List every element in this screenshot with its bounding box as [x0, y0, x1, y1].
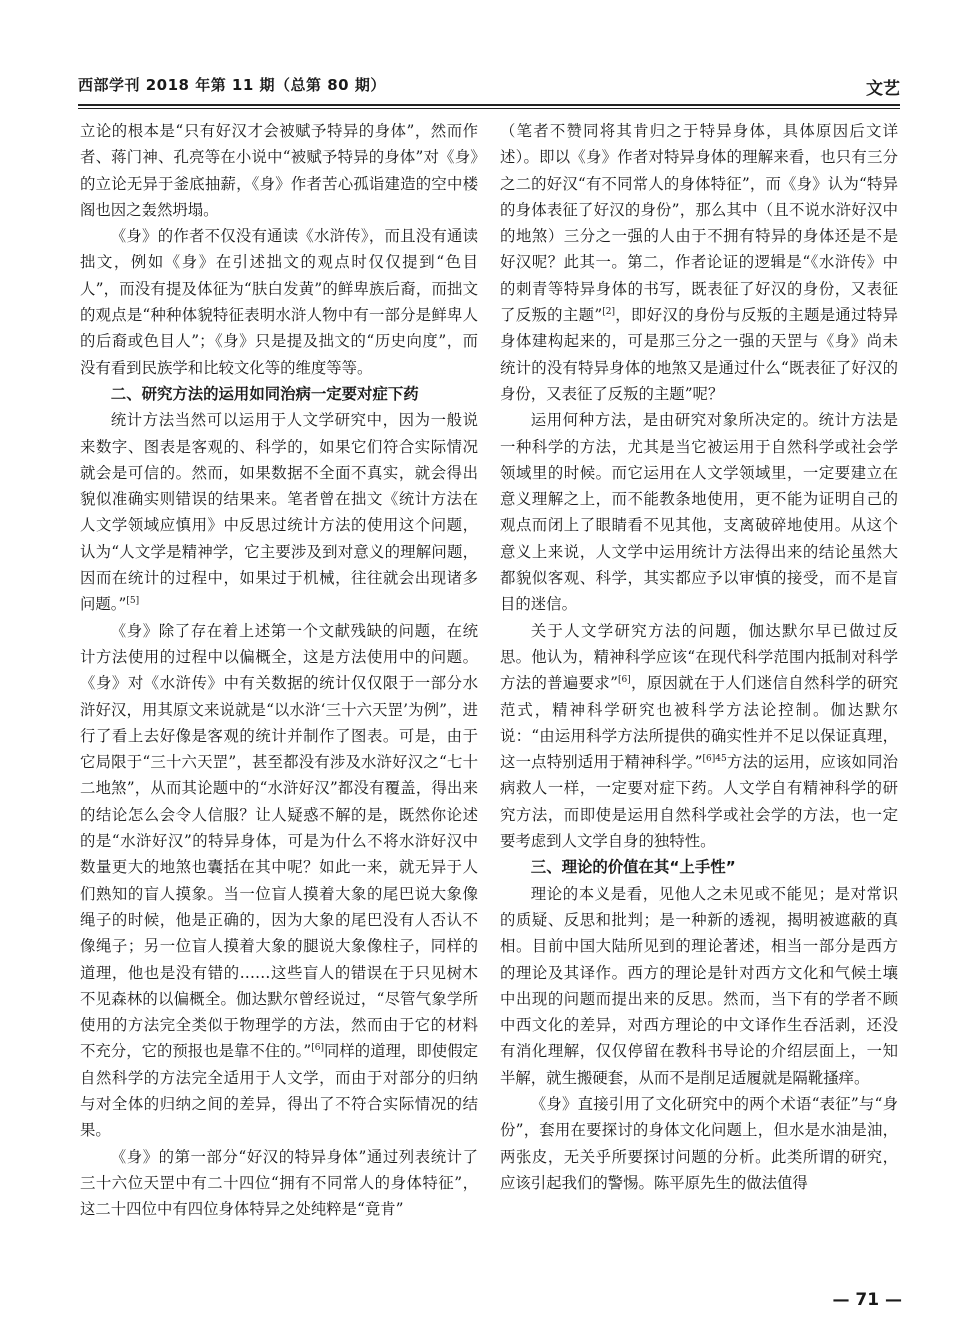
page-number: — 71 — — [832, 1290, 902, 1310]
citation-ref: [6] — [617, 675, 631, 686]
page-header — [78, 68, 900, 102]
paragraph-text: 同样的道理，即使假定自然科学的方法完全适用于人文学，而由于对部分的归纳与对全体的归纳之间的差异，得出了不符合实际情况的结果。 — [80, 1042, 478, 1140]
citation-ref: [6] — [311, 1043, 324, 1054]
section-label: 文艺 — [866, 79, 900, 99]
paragraph: 《身》直接引用了文化研究中的两个术语“表征”与“身份”，套用在要探讨的身体文化问题上，但水是水油是油，两张皮，无关乎所要探讨问题的分析。此类所谓的研究，应该引起我们的警惕。陈平原先生的做法值得 — [500, 1094, 898, 1192]
paragraph: 立论的根本是“只有好汉才会被赋予特异的身体”，然而作者、蒋门神、孔亮等在小说中“被赋予特异的身体”对《身》的立论无异于釜底抽薪，《身》作者苦心孤诣建造的空中楼阁也因之轰然坍塌。 — [80, 122, 478, 219]
left-column — [80, 118, 478, 1222]
paragraph-text: 关于人文学研究方法的问题，伽达默尔早已做过反思。他认为，精神科学应该“在现代科学范围内抵制对科学方法的普遍要求” — [500, 621, 898, 693]
paragraph: 运用何种方法，是由研究对象所决定的。统计方法是一种科学的方法，尤其是当它被运用于自然科学或社会学领域里的时候。而它运用在人文学领域里，一定要建立在意义理解之上，而不能教条地使用，更不能为证明自己的观点而闭上了眼睛看不见其他，支离破碎地使用。从这个意义上来说，人文学中运用统计方法得出来的结论虽然大都貌似客观、科学，其实都应予以审慎的接受，而不是盲目的迷信。 — [500, 411, 898, 614]
paragraph — [500, 618, 898, 855]
citation-ref: [5] — [126, 596, 140, 607]
paragraph-text: 《身》除了存在着上述第一个文献残缺的问题，在统计方法使用的过程中以偏概全，这是方法使用中的问题。《身》对《水浒传》中有关数据的统计仅仅限于一部分水浒好汉，用其原文来说就是“以水浒‘三十六天罡’为例”，进行了看上去好像是客观的统计并制作了图表。可是，由于它局限于“三十六天罡”，甚至都没有涉及水浒好汉之“七十二地煞”，从而其论题中的“水浒好汉”都没有覆盖，得出来的结论怎么会令人信服？让人疑惑不解的是，既然你论述的是“水浒好汉”的特异身体，可是为什么不将水浒好汉中数量更大的地煞也囊括在其中呢？如此一来，就无异于人们熟知的盲人摸象。当一位盲人摸着大象的尾巴说大象像绳子的时候，他是正确的，因为大象的尾巴没有人否认不像绳子；另一位盲人摸着大象的腿说大象像柱子，同样的道理，他也是没有错的……这些盲人的错误在于只见树木不见森林的以偏概全。伽达默尔曾经说过，“尽管气象学所使用的方法完全类似于物理学的方法，然而由于它的材料不充分，它的预报也是靠不住的。” — [80, 621, 478, 1061]
paragraph — [80, 618, 478, 1144]
paragraph: 《身》的作者不仅没有通读《水浒传》，而且没有通读拙文，例如《身》在引述拙文的观点时仅仅提到“色目人”，而没有提及体征为“肤白发黄”的鲜卑族后裔，而拙文的观点是“种种体貌特征表明水浒人物中有一部分是鲜卑人的后裔或色目人”；《身》只是提及拙文的“历史向度”，而没有看到民族学和比较文化等的维度等等。 — [80, 227, 478, 377]
paragraph-text: 方法的运用，应该如同治病救人一样，一定要对症下药。人文学自有精神科学的研究方法，而即使是运用自然科学或社会学的方法，也一定要考虑到人文学自身的独特性。 — [500, 753, 898, 851]
paragraph: 《身》的第一部分“好汉的特异身体”通过列表统计了三十六位天罡中有二十四位“拥有不同常人的身体特征”，这二十四位中有四位身体特异之处纯粹是“竟肯” — [80, 1147, 478, 1219]
citation-ref: [2] — [602, 307, 615, 318]
paragraph-text: 统计方法当然可以运用于人文学研究中，因为一般说来数字、图表是客观的、科学的，如果它们符合实际情况就会是可信的。然而，如果数据不全面不真实，就会得出貌似准确实则错误的结果来。笔者曾在拙文《统计方法在人文学领域应慎用》中反思过统计方法的使用这个问题，认为“人文学是精神学，它主要涉及到对意义的理解问题，因而在统计的过程中，如果过于机械，往往就会出现诸多问题。” — [80, 411, 478, 614]
paragraph — [80, 407, 478, 617]
header-rule-thin — [78, 108, 900, 109]
section-heading: 二、研究方法的运用如同治病一定要对症下药 — [110, 384, 419, 403]
paragraph-text: ，即好汉的身份与反叛的主题是通过特异身体建构起来的，可是那三分之一强的天罡与《身》尚未统计的没有特异身体的地煞又是通过什么“既表征了好汉的身份，又表征了反叛的主题”呢？ — [500, 306, 898, 403]
header-rule-thick — [78, 104, 900, 106]
section-heading: 三、理论的价值在其“上手性” — [530, 858, 736, 877]
paragraph-text: （笔者不赞同将其肯归之于特异身体，具体原因后文详述）。即以《身》作者对特异身体的理解来看，也只有三分之二的好汉“有不同常人的身体特征”，而《身》认为“特异的身体表征了好汉的身份”，那么其中（且不说水浒好汉中的地煞）三分之一强的人由于不拥有特异的身体还是不是好汉呢？此其一。第二，作者论证的逻辑是“《水浒传》中的刺青等特异身体的书写，既表征了好汉的身份，又表征了反叛的主题” — [500, 122, 898, 325]
paragraph — [500, 118, 898, 407]
paragraph-text: ，原因就在于人们迷信自然科学的研究范式，精神科学研究也被科学方法论控制。伽达默尔说：“由运用科学方法所提供的确实性并不足以保证真理，这一点特别适用于精神科学。” — [500, 674, 898, 772]
paragraph: 理论的本义是看，见他人之未见或不能见；是对常识的质疑、反思和批判；是一种新的透视，揭明被遮蔽的真相。目前中国大陆所见到的理论著述，相当一部分是西方的理论及其译作。西方的理论是针对西方文化和气候土壤中出现的问题而提出来的反思。然而，当下有的学者不顾中西文化的差异，对西方理论的中文译作生吞活剥，还没有消化理解，仅仅停留在教科书导论的介绍层面上，一知半解，就生搬硬套，从而不是削足适履就是隔靴搔痒。 — [500, 884, 898, 1087]
citation-ref: [6]45 — [702, 754, 727, 765]
right-column — [500, 118, 898, 1196]
journal-issue: 西部学刊 2018 年第 11 期（总第 80 期） — [78, 76, 386, 94]
